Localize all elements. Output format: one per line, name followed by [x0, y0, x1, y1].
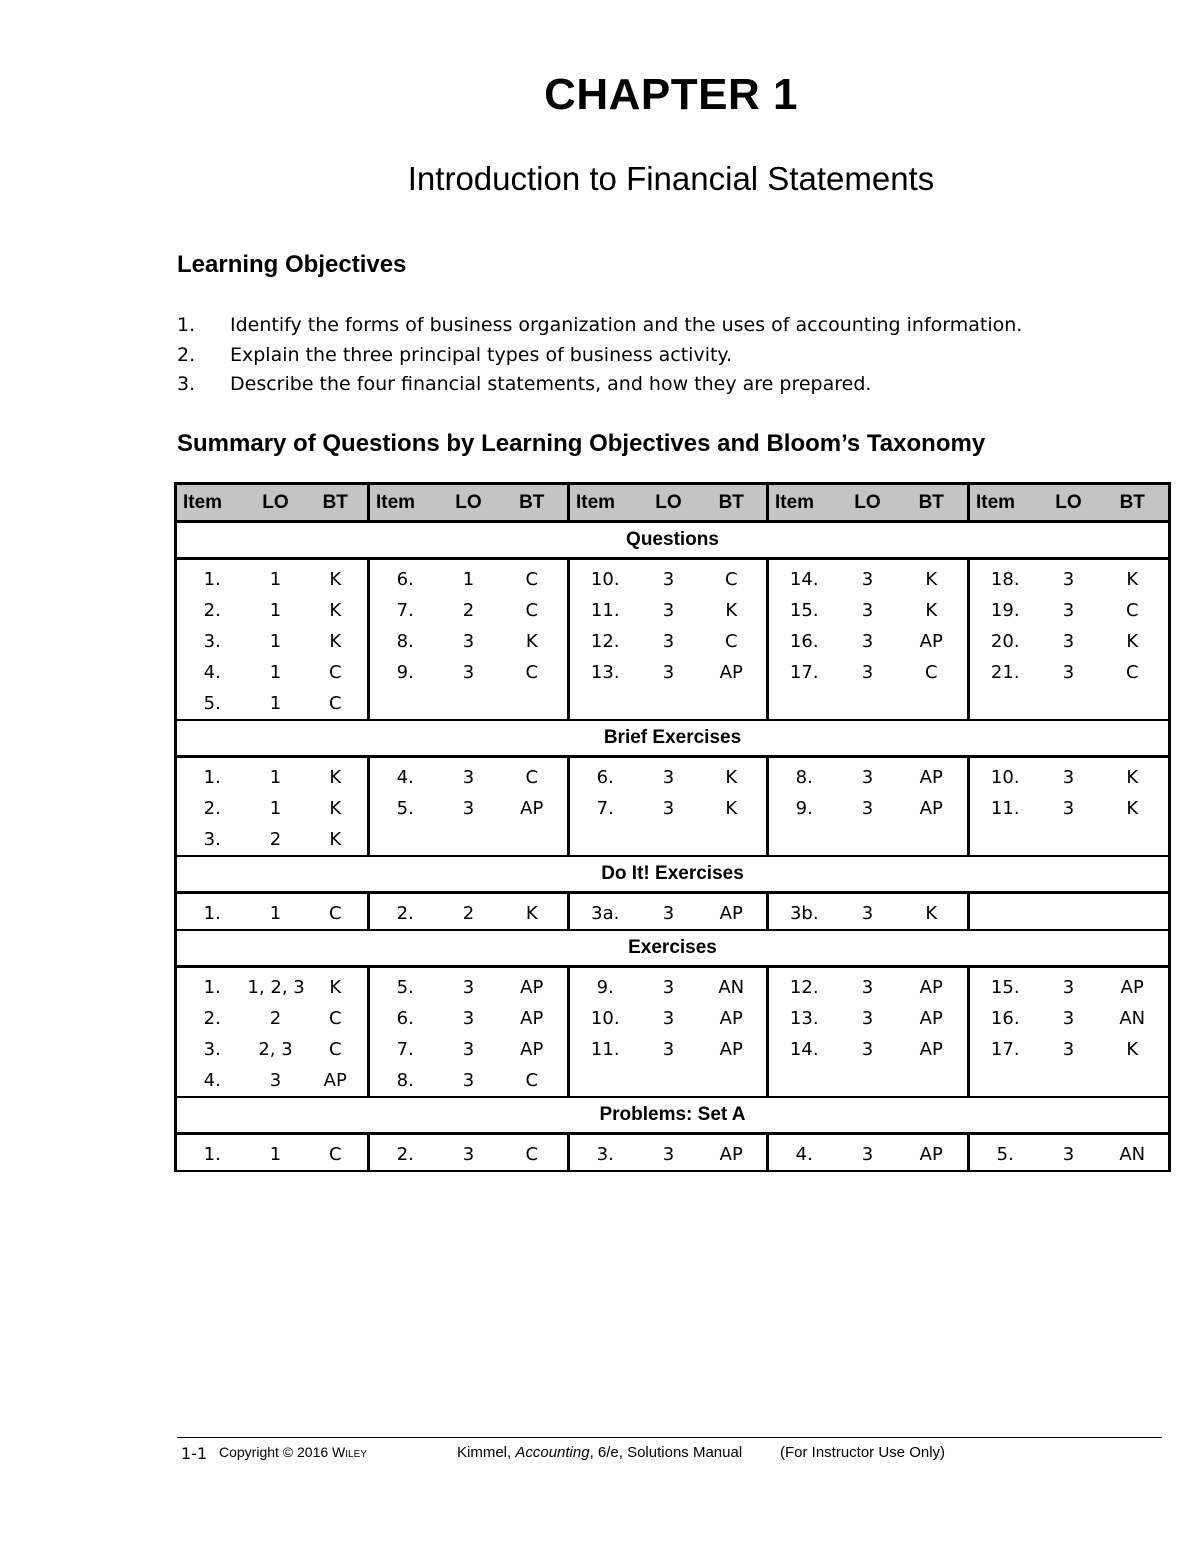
bt-cell: C [304, 1134, 369, 1172]
lo-cell: 3 [662, 977, 675, 998]
bt-cell [1097, 893, 1170, 931]
item-cell: 12. [768, 967, 840, 1004]
lo-cell: 3 [641, 893, 697, 931]
section-row [176, 720, 1170, 757]
item-cell: 4. [176, 657, 248, 688]
item-cell: 4. [369, 757, 441, 794]
objective-item [177, 373, 1022, 403]
item-cell: 3. [176, 1034, 248, 1065]
table-row [176, 793, 1170, 824]
column-header-bt: BT [697, 484, 768, 522]
lo-cell: 3 [441, 1134, 497, 1172]
bt-cell: C [497, 595, 569, 626]
lo-cell: 2 [441, 893, 497, 931]
table-row [176, 967, 1170, 1004]
lo-cell: 3 [861, 977, 874, 998]
item-cell: 6. [369, 559, 441, 596]
table-row [176, 626, 1170, 657]
column-header-bt: BT [1097, 484, 1170, 522]
item-cell: 12. [569, 626, 641, 657]
lo-cell: 3 [861, 662, 874, 683]
item-cell: 10. [969, 757, 1041, 794]
lo-cell: 1 [269, 631, 282, 652]
item-cell: 3b. [768, 893, 840, 931]
item-cell: 6. [569, 757, 641, 794]
item-cell: 9. [768, 793, 840, 824]
item-cell: 3. [569, 1134, 641, 1172]
section-title: Problems: Set A [176, 1097, 1170, 1134]
column-header-item: Item [176, 484, 248, 522]
lo-cell: 3 [662, 798, 675, 819]
item-cell: 20. [969, 626, 1041, 657]
lo-cell: 3 [1062, 767, 1075, 788]
lo-cell: 1 [269, 569, 282, 590]
lo-cell: 3 [840, 893, 896, 931]
item-cell [969, 893, 1041, 931]
bt-cell: K [896, 559, 969, 596]
bt-cell: K [1097, 1034, 1170, 1065]
bt-cell: C [304, 688, 369, 720]
bt-cell: C [497, 757, 569, 794]
section-title: Brief Exercises [176, 720, 1170, 757]
item-cell: 16. [768, 626, 840, 657]
bt-cell: K [1097, 559, 1170, 596]
item-cell: 3a. [569, 893, 641, 931]
item-cell: 21. [969, 657, 1041, 688]
lo-cell: 2, 3 [258, 1039, 293, 1060]
lo-cell: 3 [1062, 798, 1075, 819]
column-header-lo: LO [641, 484, 697, 522]
chapter-subtitle: Introduction to Financial Statements [407, 160, 935, 197]
lo-cell: 1, 2, 3 [247, 977, 305, 998]
column-header-lo: LO [248, 484, 304, 522]
bt-cell: K [697, 757, 768, 794]
item-cell [569, 1065, 641, 1097]
item-cell: 5. [176, 688, 248, 720]
bt-cell: C [497, 1065, 569, 1097]
column-header-lo: LO [441, 484, 497, 522]
objective-number: 3. [177, 373, 196, 395]
item-cell: 2. [176, 595, 248, 626]
lo-cell: 3 [662, 631, 675, 652]
item-cell: 3. [176, 626, 248, 657]
lo-cell: 1 [248, 688, 304, 720]
bt-cell: AP [896, 967, 969, 1004]
summary-heading: Summary of Questions by Learning Objectives and Bloom’s Taxonomy [177, 430, 986, 457]
bt-cell: AP [697, 1134, 768, 1172]
bt-cell: AP [896, 1003, 969, 1034]
bt-cell: AN [697, 967, 768, 1004]
lo-cell: 1 [269, 767, 282, 788]
column-header-lo: LO [840, 484, 896, 522]
publisher-name: Wiley [332, 1444, 367, 1460]
table-row [176, 1134, 1170, 1172]
section-row [176, 856, 1170, 893]
item-cell: 10. [569, 1003, 641, 1034]
item-cell [768, 688, 840, 720]
bt-cell [697, 1065, 768, 1097]
lo-cell: 3 [1062, 977, 1075, 998]
bt-cell [1097, 688, 1170, 720]
item-cell: 4. [768, 1134, 840, 1172]
table-row [176, 688, 1170, 720]
item-cell: 13. [768, 1003, 840, 1034]
lo-cell: 3 [441, 1065, 497, 1097]
bt-cell: AP [896, 1134, 969, 1172]
objective-item [177, 344, 1022, 374]
item-cell: 14. [768, 1034, 840, 1065]
item-cell: 9. [569, 967, 641, 1004]
column-header-item: Item [369, 484, 441, 522]
item-cell: 15. [768, 595, 840, 626]
lo-cell: 3 [840, 1134, 896, 1172]
table-body [176, 522, 1170, 1172]
bt-cell: C [304, 657, 369, 688]
bt-cell: K [304, 559, 369, 596]
objective-item [177, 314, 1022, 344]
column-header-item: Item [969, 484, 1041, 522]
section-row [176, 522, 1170, 559]
section-title: Exercises [176, 930, 1170, 967]
section-title: Do It! Exercises [176, 856, 1170, 893]
item-cell: 6. [369, 1003, 441, 1034]
item-cell: 18. [969, 559, 1041, 596]
item-cell: 11. [969, 793, 1041, 824]
bt-cell [697, 824, 768, 856]
item-cell: 2. [176, 1003, 248, 1034]
bt-cell: AP [497, 793, 569, 824]
bt-cell: AP [697, 1003, 768, 1034]
bt-cell: K [497, 893, 569, 931]
bt-cell: AP [896, 793, 969, 824]
table-row [176, 657, 1170, 688]
bt-cell: K [896, 595, 969, 626]
author-name: Kimmel, [457, 1444, 516, 1461]
lo-cell: 3 [462, 631, 475, 652]
bt-cell: AP [896, 757, 969, 794]
table-row [176, 595, 1170, 626]
lo-cell: 1 [269, 798, 282, 819]
manual-label: , Solutions Manual [618, 1444, 743, 1461]
bt-cell: K [304, 757, 369, 794]
column-header-bt: BT [497, 484, 569, 522]
bt-cell [896, 688, 969, 720]
footer-book-info [457, 1444, 742, 1461]
item-cell: 1. [176, 1134, 248, 1172]
lo-cell: 3 [462, 1008, 475, 1029]
item-cell: 5. [369, 793, 441, 824]
bt-cell: C [697, 559, 768, 596]
lo-cell: 3 [662, 1008, 675, 1029]
item-cell: 4. [176, 1065, 248, 1097]
bt-cell [497, 824, 569, 856]
bt-cell [497, 688, 569, 720]
section-row [176, 930, 1170, 967]
objective-number: 1. [177, 314, 196, 336]
lo-cell: 3 [662, 1039, 675, 1060]
lo-cell: 3 [1062, 600, 1075, 621]
item-cell: 11. [569, 1034, 641, 1065]
lo-cell [1041, 893, 1097, 931]
bt-cell: C [697, 626, 768, 657]
item-cell: 13. [569, 657, 641, 688]
lo-cell [840, 688, 896, 720]
lo-cell: 3 [462, 767, 475, 788]
lo-cell: 3 [1041, 1134, 1097, 1172]
column-header-item: Item [569, 484, 641, 522]
column-header-lo: LO [1041, 484, 1097, 522]
lo-cell [641, 824, 697, 856]
item-cell: 8. [369, 1065, 441, 1097]
taxonomy-table [174, 482, 1171, 1172]
item-cell [969, 688, 1041, 720]
bt-cell: K [304, 967, 369, 1004]
book-edition: , 6/e [589, 1444, 619, 1461]
table-row [176, 1034, 1170, 1065]
bt-cell: K [1097, 793, 1170, 824]
lo-cell: 3 [861, 1008, 874, 1029]
bt-cell: C [304, 893, 369, 931]
item-cell: 11. [569, 595, 641, 626]
lo-cell: 3 [1062, 662, 1075, 683]
table-row [176, 893, 1170, 931]
footer-page-number: 1-1 [181, 1444, 208, 1463]
bt-cell: AP [1097, 967, 1170, 1004]
lo-cell: 3 [662, 600, 675, 621]
lo-cell: 2 [248, 824, 304, 856]
objective-number: 2. [177, 343, 196, 366]
bt-cell [1097, 1065, 1170, 1097]
lo-cell: 3 [861, 569, 874, 590]
column-header-bt: BT [304, 484, 369, 522]
item-cell [768, 824, 840, 856]
item-cell [768, 1065, 840, 1097]
bt-cell: K [896, 893, 969, 931]
table-row [176, 824, 1170, 856]
bt-cell: K [304, 824, 369, 856]
objective-text: Explain the three principal types of business activity. [230, 343, 733, 366]
bt-cell: AP [697, 893, 768, 931]
bt-cell: C [497, 559, 569, 596]
bt-cell: AP [497, 1003, 569, 1034]
bt-cell: K [697, 595, 768, 626]
learning-objectives-heading: Learning Objectives [177, 251, 407, 278]
lo-cell [1041, 688, 1097, 720]
bt-cell: AP [304, 1065, 369, 1097]
bt-cell: AP [497, 967, 569, 1004]
item-cell: 7. [369, 595, 441, 626]
lo-cell: 1 [248, 893, 304, 931]
lo-cell: 2 [269, 1008, 282, 1029]
table-row [176, 559, 1170, 596]
item-cell: 2. [176, 793, 248, 824]
item-cell [969, 824, 1041, 856]
item-cell: 10. [569, 559, 641, 596]
bt-cell: K [1097, 757, 1170, 794]
item-cell: 7. [369, 1034, 441, 1065]
lo-cell: 3 [462, 662, 475, 683]
lo-cell: 3 [861, 1039, 874, 1060]
lo-cell [840, 824, 896, 856]
lo-cell [441, 688, 497, 720]
item-cell: 1. [176, 967, 248, 1004]
table-header-row [176, 484, 1170, 522]
bt-cell [1097, 824, 1170, 856]
bt-cell [896, 824, 969, 856]
bt-cell: K [1097, 626, 1170, 657]
bt-cell: AP [697, 1034, 768, 1065]
item-cell: 9. [369, 657, 441, 688]
lo-cell: 3 [1062, 569, 1075, 590]
lo-cell [1041, 1065, 1097, 1097]
lo-cell: 3 [248, 1065, 304, 1097]
item-cell [369, 824, 441, 856]
bt-cell: C [896, 657, 969, 688]
lo-cell [1041, 824, 1097, 856]
lo-cell: 3 [462, 798, 475, 819]
lo-cell: 1 [462, 569, 475, 590]
lo-cell: 3 [861, 631, 874, 652]
chapter-title: CHAPTER 1 [544, 70, 798, 119]
bt-cell [697, 688, 768, 720]
bt-cell: AN [1097, 1003, 1170, 1034]
bt-cell: C [304, 1034, 369, 1065]
item-cell: 17. [969, 1034, 1041, 1065]
lo-cell: 3 [462, 1039, 475, 1060]
lo-cell: 1 [269, 662, 282, 683]
column-header-bt: BT [896, 484, 969, 522]
item-cell: 8. [369, 626, 441, 657]
bt-cell: AP [497, 1034, 569, 1065]
lo-cell: 1 [248, 1134, 304, 1172]
learning-objectives-list [177, 314, 1022, 403]
lo-cell: 3 [861, 798, 874, 819]
item-cell: 15. [969, 967, 1041, 1004]
footer-rule [177, 1437, 1162, 1438]
table-row [176, 757, 1170, 794]
lo-cell [641, 1065, 697, 1097]
item-cell: 19. [969, 595, 1041, 626]
footer-copyright [219, 1444, 367, 1460]
footer-instructor-note: (For Instructor Use Only) [780, 1444, 946, 1461]
lo-cell: 3 [1062, 631, 1075, 652]
item-cell: 1. [176, 893, 248, 931]
bt-cell: K [497, 626, 569, 657]
lo-cell [840, 1065, 896, 1097]
item-cell: 5. [969, 1134, 1041, 1172]
bt-cell: AP [896, 1034, 969, 1065]
bt-cell: C [304, 1003, 369, 1034]
table-row [176, 1065, 1170, 1097]
bt-cell: AP [697, 657, 768, 688]
copyright-text: Copyright © 2016 [219, 1444, 333, 1460]
item-cell [369, 688, 441, 720]
lo-cell: 1 [269, 600, 282, 621]
lo-cell: 3 [861, 600, 874, 621]
item-cell [569, 688, 641, 720]
item-cell: 17. [768, 657, 840, 688]
lo-cell: 3 [641, 1134, 697, 1172]
section-title: Questions [176, 522, 1170, 559]
lo-cell [641, 688, 697, 720]
section-row [176, 1097, 1170, 1134]
item-cell: 3. [176, 824, 248, 856]
lo-cell: 2 [462, 600, 475, 621]
bt-cell: C [497, 657, 569, 688]
item-cell: 1. [176, 757, 248, 794]
lo-cell: 3 [662, 767, 675, 788]
item-cell: 2. [369, 1134, 441, 1172]
lo-cell: 3 [1062, 1008, 1075, 1029]
bt-cell: K [697, 793, 768, 824]
item-cell [969, 1065, 1041, 1097]
bt-cell: AP [896, 626, 969, 657]
item-cell: 5. [369, 967, 441, 1004]
item-cell [569, 824, 641, 856]
item-cell: 1. [176, 559, 248, 596]
bt-cell: C [1097, 657, 1170, 688]
lo-cell: 3 [662, 569, 675, 590]
bt-cell [896, 1065, 969, 1097]
bt-cell: C [497, 1134, 569, 1172]
item-cell: 2. [369, 893, 441, 931]
objective-text: Identify the forms of business organization and the uses of accounting information. [230, 314, 1023, 336]
bt-cell: K [304, 793, 369, 824]
book-title: Accounting [515, 1444, 590, 1461]
bt-cell: AN [1097, 1134, 1170, 1172]
item-cell: 16. [969, 1003, 1041, 1034]
lo-cell: 3 [662, 662, 675, 683]
table-row [176, 1003, 1170, 1034]
lo-cell: 3 [1062, 1039, 1075, 1060]
item-cell: 14. [768, 559, 840, 596]
lo-cell [441, 824, 497, 856]
column-header-item: Item [768, 484, 840, 522]
lo-cell: 3 [861, 767, 874, 788]
item-cell: 8. [768, 757, 840, 794]
bt-cell: K [304, 626, 369, 657]
lo-cell: 3 [462, 977, 475, 998]
objective-text: Describe the four financial statements, and how they are prepared. [230, 373, 872, 395]
bt-cell: K [304, 595, 369, 626]
bt-cell: C [1097, 595, 1170, 626]
item-cell: 7. [569, 793, 641, 824]
